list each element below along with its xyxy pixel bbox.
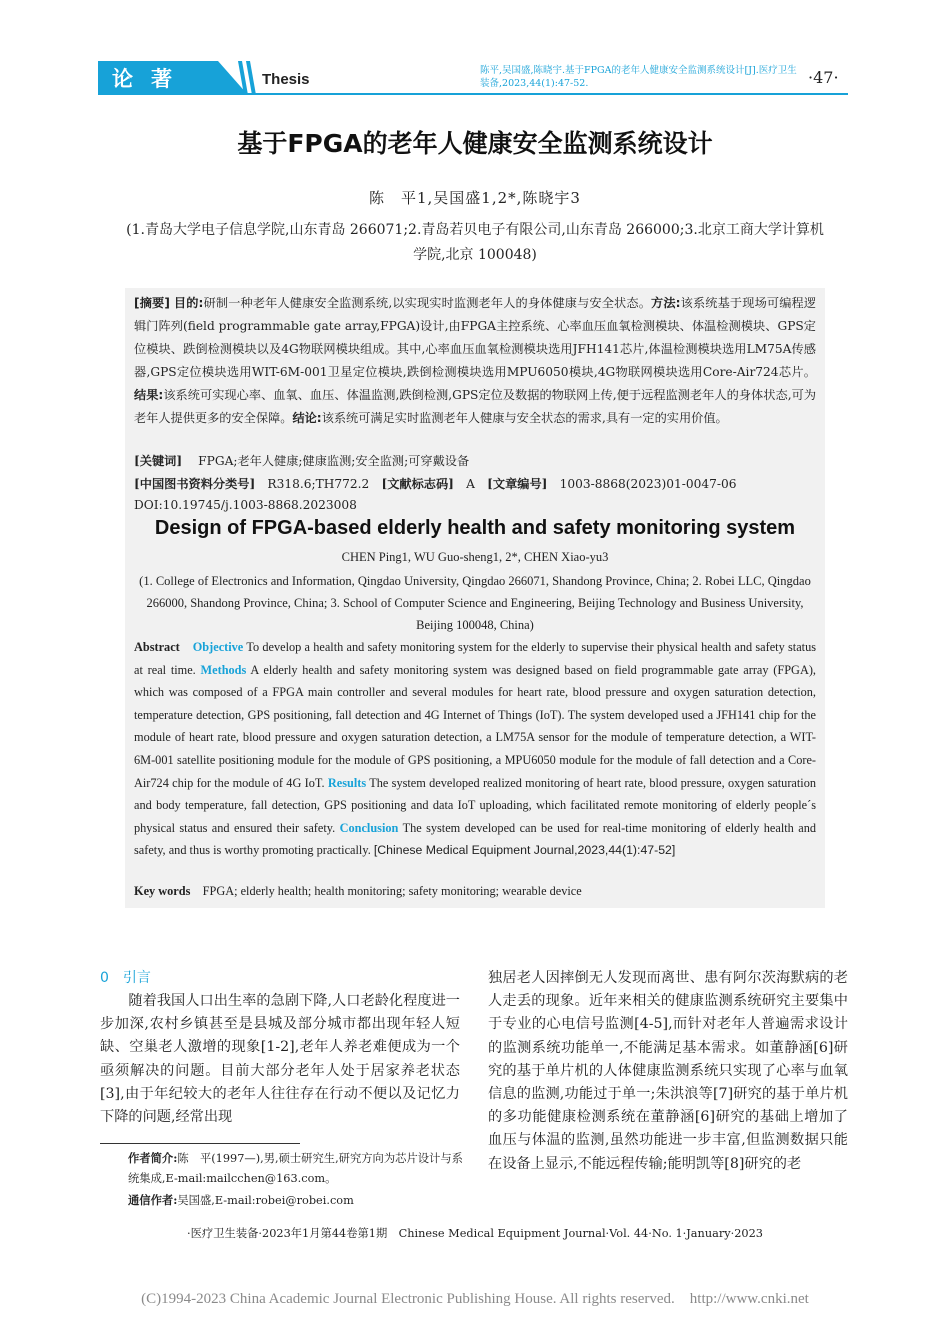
conclusion-label: 结论:: [292, 411, 322, 425]
page-number: ·47·: [808, 68, 839, 87]
methods-text: 该系统基于现场可编程逻辑门阵列(field programmable gate array,FPGA)设计,由FPGA主控系统、心率血压血氧检测模块、体温检测模块、GPS定位模块、跌倒检测模块以及4G物联网模块组成。其中,心率血压血氧检测模块选用JFH141芯片,体温检测模块选用LM75A传感器,GPS定位模块选用WIT-6M-001卫星定位模块,跌倒检测模块选用MPU6050模块,4G物联网模块选用Core-Air724芯片。: [134, 296, 817, 379]
keywords-en: [134, 884, 582, 899]
keywords-en-text: FPGA; elderly health; health monitoring; safety monitoring; wearable device: [202, 884, 582, 898]
results-en-text: The system developed realized monitoring of heart rate, blood pressure, oxygen saturation and body temperature, fall detection, GPS positioning and data IoT uploading, which facilitated remote monitoring of elderly people´s physical status and ensured their safety.: [134, 775, 816, 835]
authors-en: CHEN Ping1, WU Guo-sheng1, 2*, CHEN Xiao-yu3: [341, 550, 609, 564]
clc-label: [中国图书资料分类号]: [134, 477, 256, 491]
footnote-rule: [100, 1143, 300, 1144]
affiliations-cn: (1.青岛大学电子信息学院,山东青岛 266071;2.青岛若贝电子有限公司,山东青岛 266000;3.北京工商大学计算机学院,北京 100048): [126, 222, 824, 263]
journal-footer: ·医疗卫生装备·2023年1月第44卷第1期 Chinese Medical Equipment Journal·Vol. 44·No. 1·January·2023: [187, 1227, 763, 1240]
doc-code-value: A: [466, 477, 475, 491]
corresponding-label: 通信作者:: [128, 1193, 178, 1207]
journal-cite: [Chinese Medical Equipment Journal,2023,44(1):47-52]: [373, 843, 676, 858]
abstract-label: [摘要]: [134, 296, 170, 310]
section-label-en: Thesis: [262, 71, 310, 88]
author-bio-text: 陈 平(1997—),男,硕士研究生,研究方向为芯片设计与系统集成,E-mail:mailcchen@163.com。: [128, 1152, 463, 1185]
abstract-cn: [134, 292, 816, 430]
corresponding-text: 吴国盛,E-mail:robei@robei.com: [177, 1194, 354, 1207]
results-text: 该系统可实现心率、血氧、血压、体温监测,跌倒检测,GPS定位及数据的物联网上传,便于远程监测老年人的身体状态,可为老年人提供更多的安全保障。: [134, 388, 817, 425]
section-heading: 0 引言: [100, 970, 151, 986]
doc-code-label: [文献标志码]: [381, 477, 454, 491]
objective-text: 研制一种老年人健康安全监测系统,以实现实时监测老年人的身体健康与安全状态。: [203, 296, 652, 310]
body-right-column: 独居老人因摔倒无人发现而离世、患有阿尔茨海默病的老人走丢的现象。近年来相关的健康监测系统研究主要集中于专业的心电信号监测[4-5],而针对老年人普遍需求设计的监测系统功能单一,不能满足基本需求。如董静涵[6]研究的基于单片机的人体健康监测系统只实现了心率与血氧信息的监测,功能过于单一;朱洪浪等[7]研究的基于单片机的多功能健康检测系统在董静涵[6]研究的基础上增加了血压与体温的监测,虽然功能进一步丰富,但监测数据只能在设备上显示,不能远程传输;能明凯等[8]研究的老: [488, 970, 848, 1172]
affiliations-en: (1. College of Electronics and Information, Qingdao University, Qingdao 266071, Shandong Province, China; 2. Robei LLC, Qingdao 266000, Shandong Province, China; 3. School of Computer Science and Engineering, Beijing Technology and Business University, Beijing 100048, China): [139, 574, 811, 632]
article-no-label: [文章编号]: [487, 477, 548, 491]
conclusion-en-label: Conclusion: [339, 820, 399, 835]
authors-cn: 陈 平1,吴国盛1,2*,陈晓宇3: [369, 189, 581, 207]
banner-stripe: [246, 61, 256, 95]
copyright-notice: (C)1994-2023 China Academic Journal Electronic Publishing House. All rights reserved. http://www.cnki.net: [141, 1291, 809, 1307]
keywords-en-label: Key words: [134, 884, 191, 898]
doi: DOI:10.19745/j.1003-8868.2023008: [134, 498, 357, 512]
classification-line: [134, 475, 737, 492]
clc-value: R318.6;TH772.2: [267, 477, 370, 491]
objective-en-text: To develop a health and safety monitoring system for the elderly to supervise their physical health and safety status at real time.: [134, 640, 816, 677]
author-bio-label: 作者简介:: [128, 1151, 178, 1165]
keywords-label: [关键词]: [134, 454, 183, 468]
objective-label: 目的:: [173, 296, 204, 310]
article-no-value: 1003-8868(2023)01-0047-06: [559, 477, 737, 491]
author-bio: [128, 1148, 468, 1189]
results-en-label: Results: [327, 775, 367, 790]
keywords-cn: [134, 452, 469, 469]
header-citation: 陈平,吴国盛,陈晓宇.基于FPGA的老年人健康安全监测系统设计[J].医疗卫生装备,2023,44(1):47-52.: [480, 65, 797, 89]
methods-label: 方法:: [651, 296, 681, 310]
abstract-en-label: Abstract: [134, 640, 180, 654]
title-en: Design of FPGA-based elderly health and safety monitoring system: [154, 517, 796, 539]
keywords-text: FPGA;老年人健康;健康监测;安全监测;可穿戴设备: [198, 454, 470, 468]
body-left-column: 随着我国人口出生率的急剧下降,人口老龄化程度进一步加深,农村乡镇甚至是县城及部分城市都出现年轻人短缺、空巢老人激增的现象[1-2],老年人养老难便成为一个亟须解决的问题。目前大部分老年人处于居家养老状态[3],由于年纪较大的老年人往往存在行动不便以及记忆力下降的问题,经常出现: [100, 993, 460, 1126]
conclusion-text: 该系统可满足实时监测老年人健康与安全状态的需求,具有一定的实用价值。: [321, 411, 728, 425]
abstract-en: [134, 636, 816, 862]
results-label: 结果:: [134, 388, 164, 402]
corresponding-author: [128, 1190, 468, 1211]
methods-en-text: A elderly health and safety monitoring system was designed based on field programmable gate array (FPGA), which was composed of a FPGA main controller and several modules for heart rate, blood pressure and oxygen saturation detection, temperature detection, GPS positioning, fall detection and 4G Internet of Things (IoT). The system developed used a JFH141 chip for the module of heart rate, blood pressure and oxygen saturation detection, a LM75A sensor for the module of temperature detection, a WIT-6M-001 satellite positioning module for the module of GPS positioning, a MPU6050 module for the module of fall detection and a Core-Air724 chip for the module of 4G IoT.: [134, 662, 816, 790]
conclusion-en-text: The system developed can be used for real-time monitoring of elderly health and safety, and thus is worthy promoting practically.: [134, 820, 816, 858]
article-title: 基于FPGA的老年人健康安全监测系统设计: [237, 129, 713, 158]
methods-en-label: Methods: [200, 662, 247, 677]
objective-en-label: Objective: [192, 640, 244, 654]
section-label-cn: 论著: [112, 67, 190, 91]
